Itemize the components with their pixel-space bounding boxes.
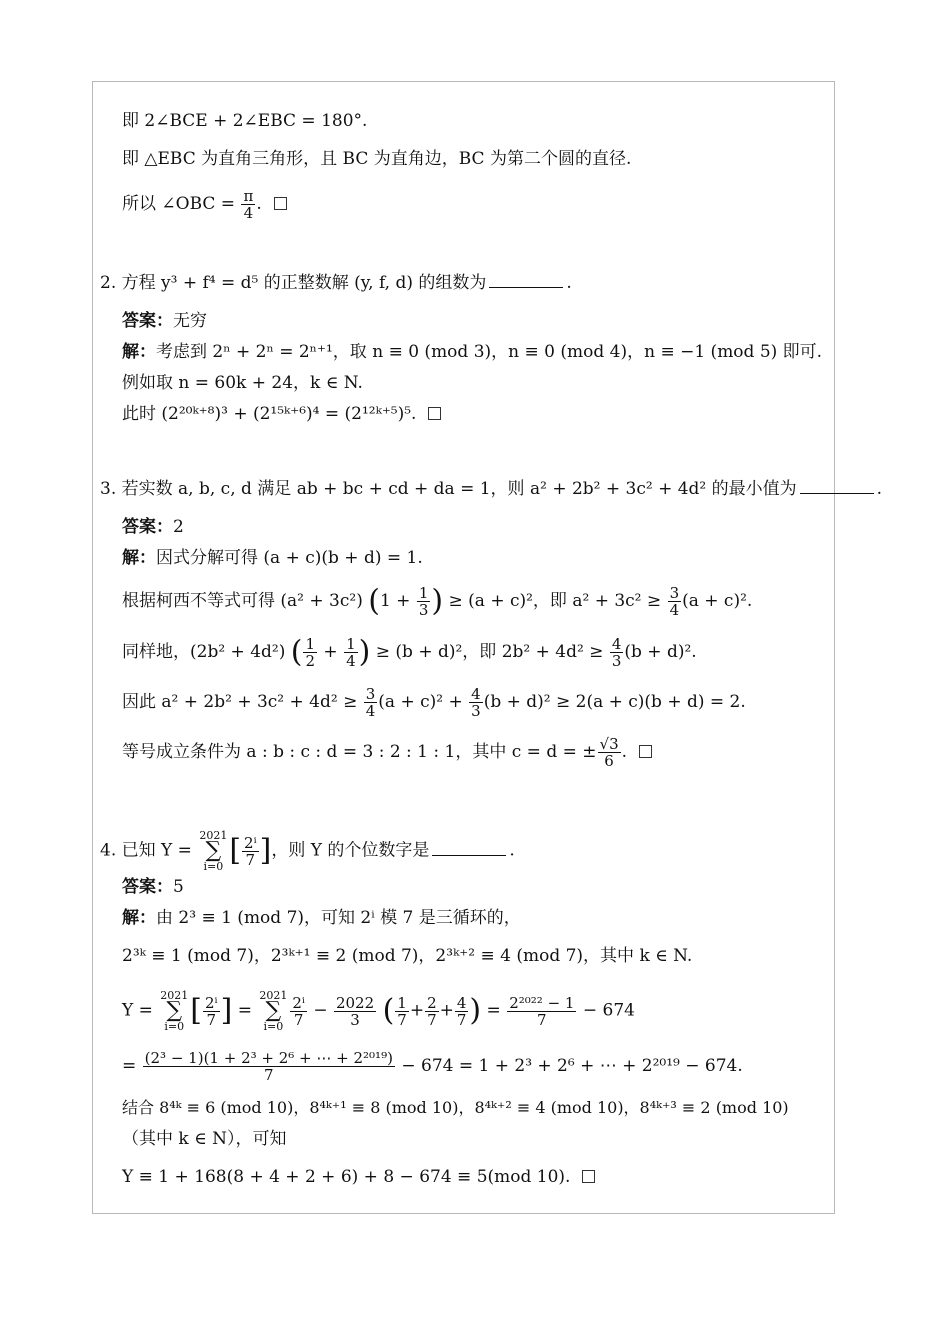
solution-4-line-5: 结合 8⁴ᵏ ≡ 6 (mod 10)，8⁴ᵏ⁺¹ ≡ 8 (mod 10)，8⁴ᵏ⁺² ≡ 4 (mod 10)，8⁴ᵏ⁺³ ≡ 2 (mod 10) bbox=[122, 1098, 789, 1117]
solution-3-line-1: 解：因式分解可得 (a + c)(b + d) = 1. bbox=[122, 548, 423, 568]
answer-blank bbox=[800, 493, 874, 494]
qed-icon bbox=[274, 197, 287, 210]
question-4: 4. 已知 Y = 2021 ∑ i=0 [ $\frac{\text{2ⁱ}}{7}$ ]，则 Y 的个位数字是 . bbox=[100, 829, 515, 873]
qed-icon bbox=[582, 1170, 595, 1183]
solution-4-line-3: Y = 2021 ∑ i=0 [ $\frac{\text{2ⁱ}}{7}$ ] = 2021 ∑ i=0 $\frac{\text{2ⁱ}}{7}$ − $\frac{2022}{3}$ ( $\frac{1}{7}$ + $\frac{2}{7}$ + $\frac{4}{7}$ ) = $\frac{\text{2²⁰²² − 1}}{7}$ − 674 bbox=[122, 989, 635, 1033]
solution-4-line-7: Y ≡ 1 + 168(8 + 4 + 2 + 6) + 8 − 674 ≡ 5(mod 10). bbox=[122, 1166, 595, 1188]
answer-blank bbox=[489, 287, 563, 288]
answer-2: 答案：无穷 bbox=[122, 311, 207, 331]
proof-line-2: 即 △EBC 为直角三角形，且 BC 为直角边，BC 为第二个圆的直径. bbox=[122, 149, 632, 169]
solution-3-line-5: 等号成立条件为 a : b : c : d = 3 : 2 : 1 : 1，其中 c = d = ± $\frac{√3}{6}$ . bbox=[122, 736, 652, 769]
question-3: 3. 若实数 a, b, c, d 满足 ab + bc + cd + da = 1，则 a² + 2b² + 3c² + 4d² 的最小值为 . bbox=[100, 479, 883, 499]
solution-2-line-3: 此时 (2²⁰ᵏ⁺⁸)³ + (2¹⁵ᵏ⁺⁶)⁴ = (2¹²ᵏ⁺⁵)⁵. bbox=[122, 403, 441, 425]
solution-3-line-2: 根据柯西不等式可得 (a² + 3c²) (1 + $\frac{1}{3}$ ) ≥ (a + c)²，即 a² + 3c² ≥ $\frac{3}{4}$ (a + c)². bbox=[122, 583, 753, 619]
qed-icon bbox=[428, 407, 441, 420]
solution-2-line-1: 解：考虑到 2ⁿ + 2ⁿ = 2ⁿ⁺¹，取 n ≡ 0 (mod 3)，n ≡ 0 (mod 4)，n ≡ −1 (mod 5) 即可. bbox=[122, 342, 823, 362]
solution-2-line-2: 例如取 n = 60k + 24，k ∈ N. bbox=[122, 373, 363, 393]
summation: 2021 ∑ i=0 bbox=[199, 829, 228, 873]
solution-3-line-4: 因此 a² + 2b² + 3c² + 4d² ≥ $\frac{3}{4}$ (a + c)² + $\frac{4}{3}$ (b + d)² ≥ 2(a + c)(b + d) = 2. bbox=[122, 685, 746, 720]
question-2: 2. 方程 y³ + f⁴ = d⁵ 的正整数解 (y, f, d) 的组数为 . bbox=[100, 273, 572, 293]
solution-4-line-1: 解：由 2³ ≡ 1 (mod 7)，可知 2ⁱ 模 7 是三循环的， bbox=[122, 908, 521, 928]
pi-over-4-fraction: $\frac{\pi}{4}$ bbox=[243, 187, 254, 222]
solution-4-line-2: 2³ᵏ ≡ 1 (mod 7)，2³ᵏ⁺¹ ≡ 2 (mod 7)，2³ᵏ⁺² ≡ 4 (mod 7)，其中 k ∈ N. bbox=[122, 946, 693, 966]
proof-line-3: 所以 ∠OBC = $\frac{\pi}{4}$ . bbox=[122, 188, 287, 221]
answer-3: 答案：2 bbox=[122, 517, 184, 537]
solution-3-line-3: 同样地，(2b² + 4d²) ( $\frac{1}{2}$ + $\frac{1}{4}$ ) ≥ (b + d)²，即 2b² + 4d² ≥ $\frac{4}{3}$ (b + d)². bbox=[122, 634, 697, 670]
answer-blank bbox=[432, 855, 506, 856]
proof-line-1: 即 2∠BCE + 2∠EBC = 180°. bbox=[122, 111, 368, 131]
qed-icon bbox=[639, 745, 652, 758]
solution-4-line-4: = $\frac{\text{(2³ − 1)(1 + 2³ + 2⁶ + ⋯ + 2²⁰¹⁹)}}{7}$ − 674 = 1 + 2³ + 2⁶ + ⋯ + 2²⁰¹⁹ − 674. bbox=[122, 1049, 743, 1084]
solution-4-line-6: （其中 k ∈ N），可知 bbox=[122, 1129, 287, 1149]
answer-4: 答案：5 bbox=[122, 877, 184, 897]
